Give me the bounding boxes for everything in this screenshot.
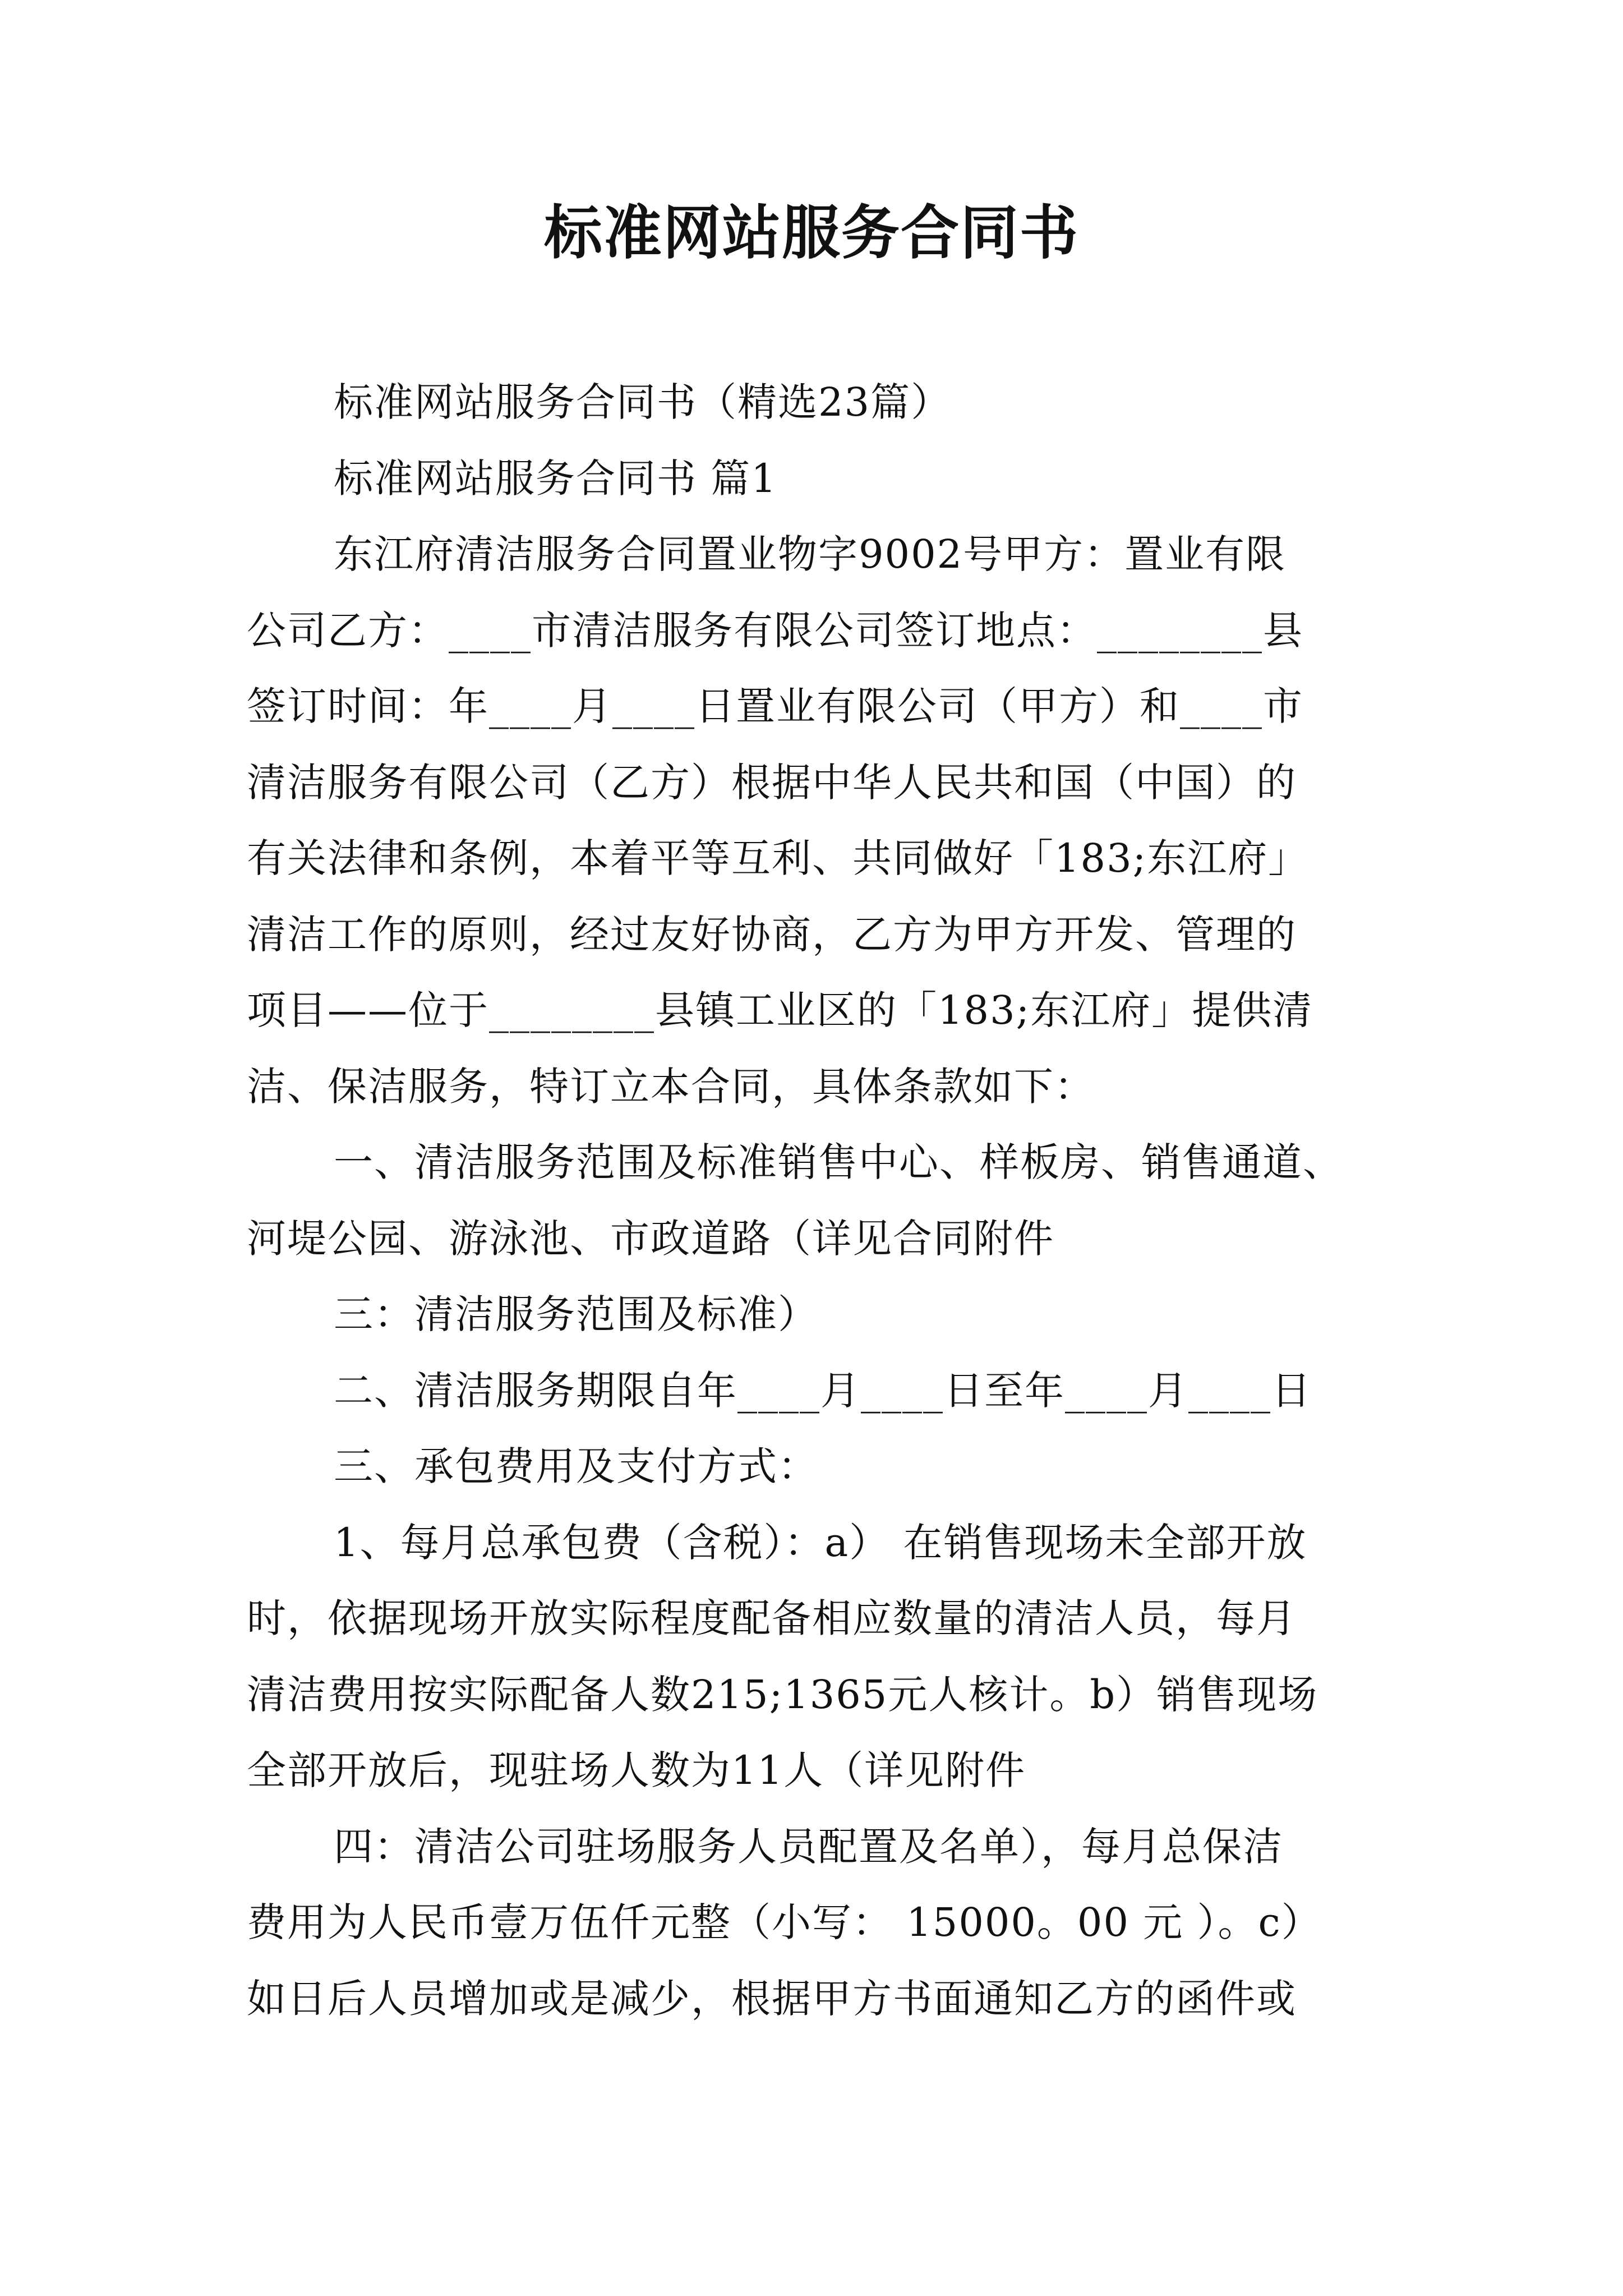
document-title: 标准网站服务合同书: [543, 198, 1079, 267]
text-line: 三、承包费用及支付方式：: [334, 1443, 818, 1489]
document-body: [247, 365, 1380, 2037]
text-line: 1、每月总承包费（含税）：a） 在销售现场未全部开放: [334, 1519, 1307, 1566]
text-line: 公司乙方：____市清洁服务有限公司签订地点：________县: [247, 607, 1303, 654]
text-line: 清洁服务有限公司（乙方）根据中华人民共和国（中国）的: [247, 759, 1297, 806]
text-line: 一、清洁服务范围及标准销售中心、样板房、销售通道、: [334, 1139, 1343, 1185]
text-line: 如日后人员增加或是减少，根据甲方书面通知乙方的函件或: [247, 1975, 1297, 2022]
text-line: 有关法律和条例，本着平等互利、共同做好「183;东江府」: [247, 835, 1309, 881]
text-line: 清洁工作的原则，经过友好协商，乙方为甲方开发、管理的: [247, 911, 1297, 958]
text-line: 四：清洁公司驻场服务人员配置及名单），每月总保洁: [334, 1823, 1283, 1870]
text-line: 东江府清洁服务合同置业物字9002号甲方：置业有限: [334, 531, 1287, 577]
text-line: 二、清洁服务期限自年____月____日至年____月____日: [334, 1367, 1312, 1414]
text-line: 时，依据现场开放实际程度配备相应数量的清洁人员，每月: [247, 1595, 1297, 1641]
text-line: 签订时间：年____月____日置业有限公司（甲方）和____市: [247, 683, 1303, 729]
text-line: 标准网站服务合同书 篇1: [334, 455, 777, 501]
text-line: 项目——位于________县镇工业区的「183;东江府」提供清: [247, 987, 1313, 1033]
text-line: 费用为人民币壹万伍仟元整（小写： 15000。00 元 ）。c）: [247, 1899, 1322, 1945]
text-line: 三：清洁服务范围及标准）: [334, 1291, 818, 1337]
text-line: 全部开放后，现驻场人数为11人（详见附件: [247, 1747, 1026, 1793]
text-line: 洁、保洁服务，特订立本合同，具体条款如下：: [247, 1063, 1095, 1110]
text-line: 标准网站服务合同书（精选23篇）: [334, 379, 952, 425]
text-line: 河堤公园、游泳池、市政道路（详见合同附件: [247, 1215, 1054, 1262]
text-line: 清洁费用按实际配备人数215;1365元人核计。b）销售现场: [247, 1671, 1318, 1718]
